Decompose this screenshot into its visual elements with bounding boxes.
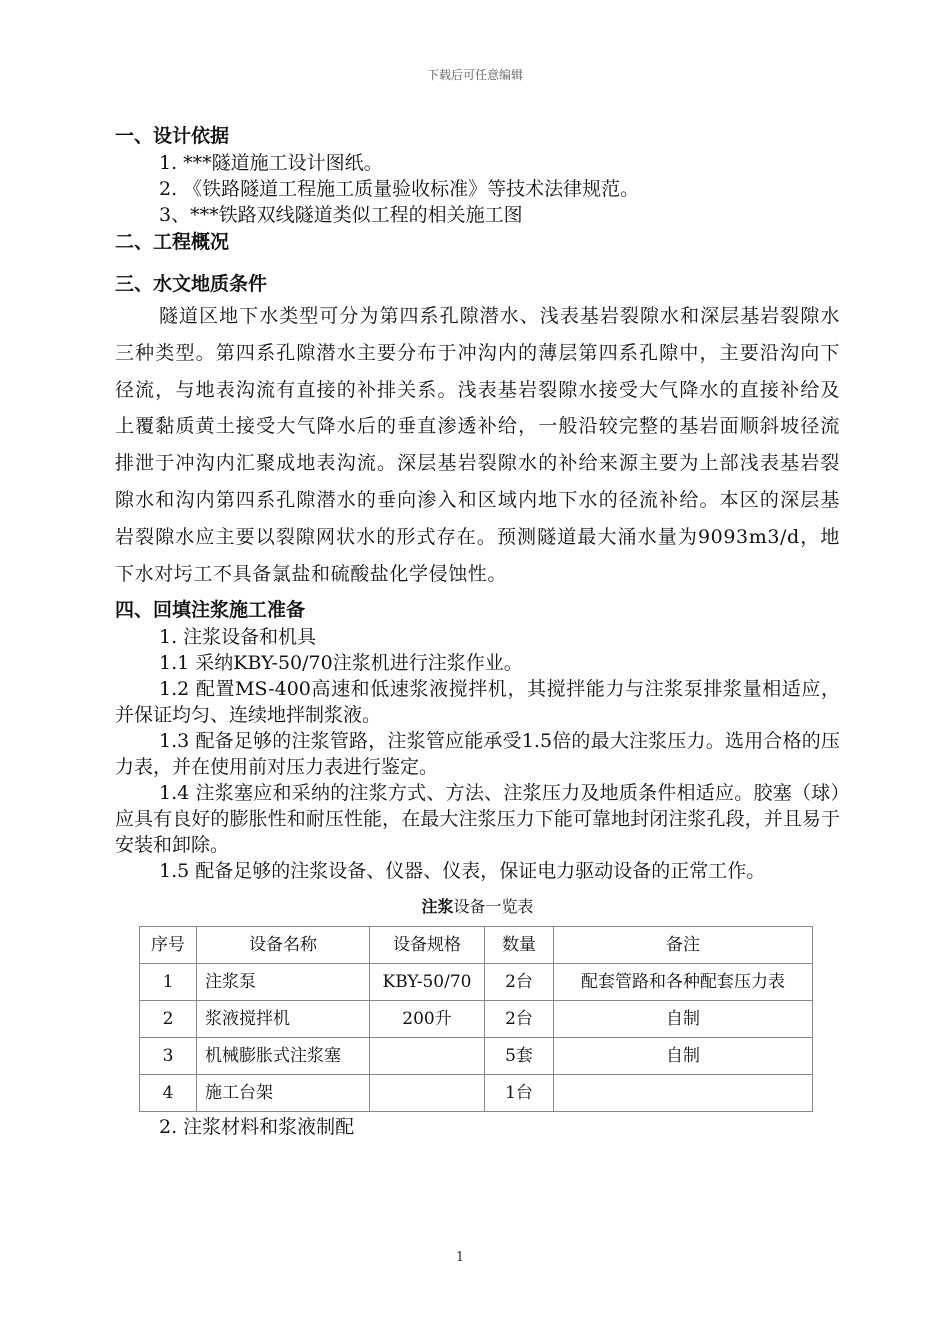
table-cell: 1 — [140, 964, 197, 1001]
table-cell: 2 — [140, 1001, 197, 1038]
table-row — [140, 1001, 813, 1038]
basis-item-3: 3、***铁路双线隧道类似工程的相关施工图 — [159, 204, 523, 226]
table-cell: 机械膨胀式注浆塞 — [197, 1038, 370, 1075]
table-cell: 自制 — [554, 1001, 813, 1038]
table-header-row — [140, 927, 813, 964]
header-note: 下载后可任意编辑 — [426, 68, 523, 82]
basis-item-2: 2. 《铁路隧道工程施工质量验收标准》等技术法律规范。 — [159, 178, 640, 200]
subsection-1-title: 1. 注浆设备和机具 — [159, 626, 317, 649]
table-cell — [554, 1075, 813, 1112]
equipment-table — [139, 926, 813, 1112]
document-body — [115, 122, 840, 1140]
header-cell-qty: 数量 — [485, 927, 554, 964]
table-cell: 2台 — [485, 964, 554, 1001]
paragraph-1-2: 1.2 配置MS-400高速和低速浆液搅拌机，其搅拌能力与注浆泵排浆量相适应，并保证均匀、连续地拌制浆液。 — [115, 678, 840, 727]
paragraph-1-5: 1.5 配备足够的注浆设备、仪器、仪表，保证电力驱动设备的正常工作。 — [159, 860, 766, 883]
section-3-title: 三、水文地质条件 — [115, 273, 268, 295]
table-row — [140, 1038, 813, 1075]
header-cell-name: 设备名称 — [197, 927, 370, 964]
table-cell — [370, 1038, 485, 1075]
basis-item-1: 1. ***隧道施工设计图纸。 — [159, 152, 383, 174]
table-cell: KBY-50/70 — [370, 964, 485, 1001]
table-row — [140, 964, 813, 1001]
table-cell: 施工台架 — [197, 1075, 370, 1112]
spacer — [115, 256, 840, 270]
table-cell: 注浆泵 — [197, 964, 370, 1001]
header-cell-index: 序号 — [140, 927, 197, 964]
paragraph-1-4: 1.4 注浆塞应和采纳的注浆方式、方法、注浆压力及地质条件相适应。胶塞（球）应具有良好的膨胀性和耐压性能，在最大注浆压力下能可靠地封闭注浆孔段，并且易于安装和卸除。 — [115, 782, 840, 857]
hydrogeology-paragraph: 隧道区地下水类型可分为第四系孔隙潜水、浅表基岩裂隙水和深层基岩裂隙水三种类型。第四系孔隙潜水主要分布于冲沟内的薄层第四系孔隙中，主要沿沟向下径流，与地表沟流有直接的补排关系。浅表基岩裂隙水接受大气降水的直接补给及上覆黏质黄土接受大气降水后的垂直渗透补给，一般沿较完整的基岩面顺斜坡径流排泄于冲沟内汇聚成地表沟流。深层基岩裂隙水的补给来源主要为上部浅表基岩裂隙水和沟内第四系孔隙潜水的垂向渗入和区域内地下水的径流补给。本区的深层基岩裂隙水应主要以裂隙网状水的形式存在。预测隧道最大涌水量为9093m3/d，地下水对圬工不具备氯盐和硫酸盐化学侵蚀性。 — [115, 305, 840, 585]
section-4-title: 四、回填注浆施工准备 — [115, 599, 306, 622]
page-number: 1 — [455, 1250, 465, 1265]
table-cell: 3 — [140, 1038, 197, 1075]
table-title-bold: 注浆 — [421, 897, 454, 917]
section-2-title: 二、工程概况 — [115, 231, 230, 253]
table-row — [140, 1075, 813, 1112]
paragraph-1-3: 1.3 配备足够的注浆管路，注浆管应能承受1.5倍的最大注浆压力。选用合格的压力表，并在使用前对压力表进行鉴定。 — [115, 730, 840, 779]
table-cell — [370, 1075, 485, 1112]
table-title — [115, 894, 840, 920]
table-cell: 浆液搅拌机 — [197, 1001, 370, 1038]
table-cell: 5套 — [485, 1038, 554, 1075]
table-cell: 200升 — [370, 1001, 485, 1038]
section-1-title: 一、设计依据 — [115, 125, 230, 147]
table-cell: 4 — [140, 1075, 197, 1112]
header-cell-spec: 设备规格 — [370, 927, 485, 964]
header-cell-note: 备注 — [554, 927, 813, 964]
table-cell: 2台 — [485, 1001, 554, 1038]
paragraph-1-1: 1.1 采纳KBY-50/70注浆机进行注浆作业。 — [159, 652, 523, 675]
table-cell: 自制 — [554, 1038, 813, 1075]
table-cell: 配套管路和各种配套压力表 — [554, 964, 813, 1001]
subsection-2-title: 2. 注浆材料和浆液制配 — [159, 1116, 355, 1139]
table-cell: 1台 — [485, 1075, 554, 1112]
table-title-rest: 设备一览表 — [453, 897, 534, 917]
